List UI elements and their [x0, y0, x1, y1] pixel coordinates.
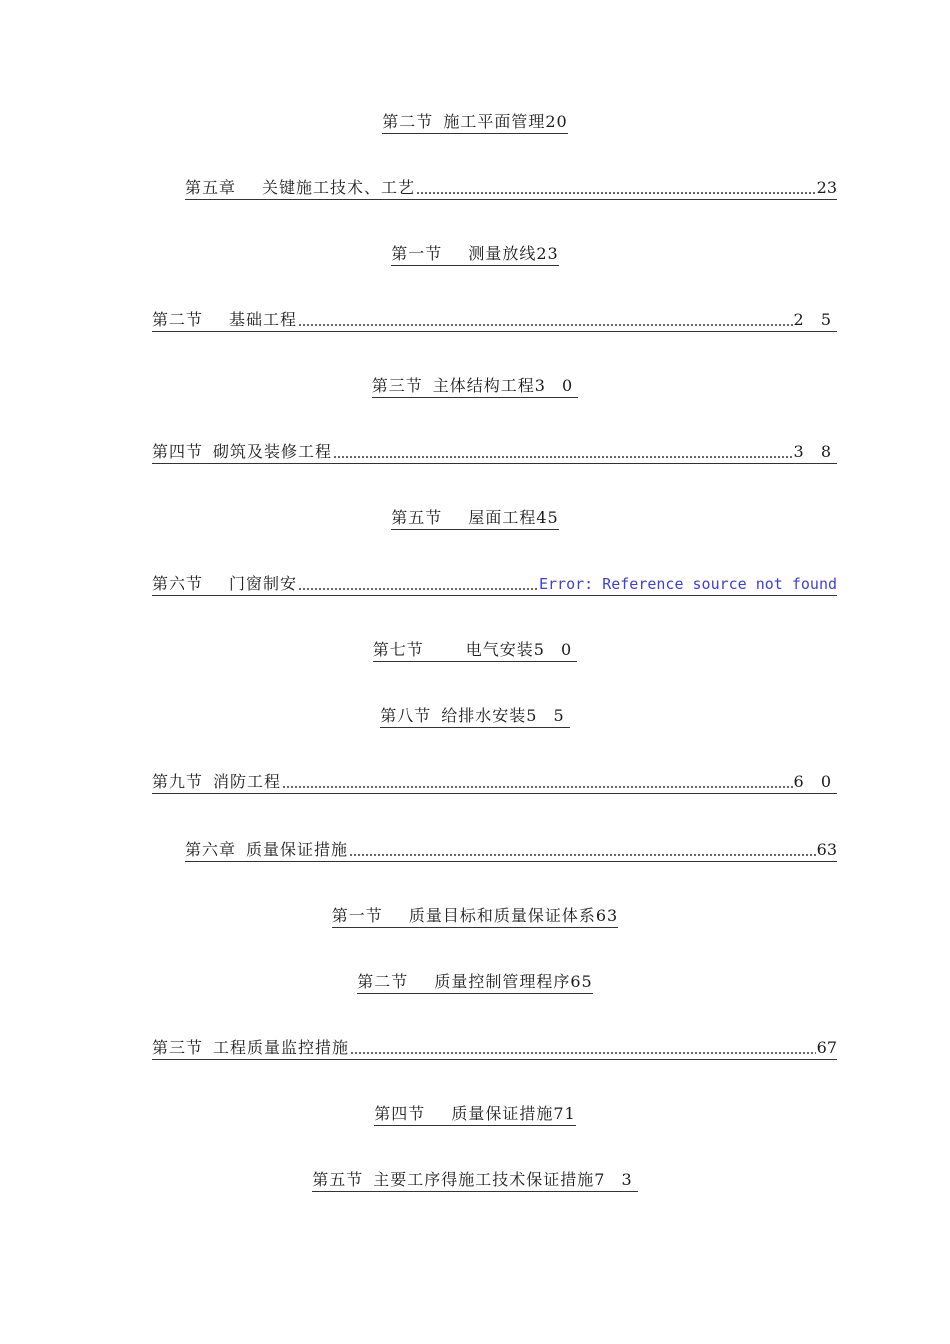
toc-section: 第一节	[391, 244, 443, 263]
dot-leader	[349, 854, 816, 856]
toc-page: 23	[816, 178, 837, 197]
toc-entry-link[interactable]	[357, 970, 592, 994]
toc-page: 67	[816, 1038, 837, 1057]
toc-title: 质量控制管理程序	[434, 972, 571, 991]
toc-entry[interactable]	[152, 308, 837, 332]
toc-entry[interactable]	[152, 1036, 837, 1060]
toc-entry-link[interactable]	[374, 1102, 575, 1126]
toc-entry[interactable]	[0, 374, 950, 398]
toc-page: 5 0	[533, 640, 578, 659]
dot-leader	[282, 786, 793, 788]
toc-page: 20	[545, 112, 568, 131]
dot-leader	[298, 324, 793, 326]
toc-entry[interactable]	[152, 770, 837, 794]
toc-entry-link[interactable]	[373, 638, 577, 662]
toc-entry-label	[152, 440, 332, 464]
dot-leader	[350, 1052, 816, 1054]
toc-entry-label	[152, 572, 297, 596]
toc-title: 主体结构工程	[432, 376, 535, 395]
toc-entry[interactable]	[0, 1102, 950, 1126]
toc-title: 测量放线	[468, 244, 537, 263]
toc-section: 第八节	[380, 706, 432, 725]
toc-entry-link[interactable]	[312, 1168, 637, 1192]
toc-entry-label	[185, 838, 348, 862]
toc-section: 第四节	[152, 442, 204, 461]
toc-section: 第一节	[331, 906, 383, 925]
toc-title: 关键施工技术、工艺	[262, 178, 416, 197]
toc-title: 质量目标和质量保证体系	[408, 906, 596, 925]
toc-section: 第五章	[185, 178, 237, 197]
toc-section: 第二节	[357, 972, 409, 991]
toc-section: 第二节	[152, 310, 204, 329]
toc-title: 给排水安装	[441, 706, 527, 725]
toc-entry[interactable]	[0, 970, 950, 994]
toc-entry-link[interactable]	[332, 904, 618, 928]
toc-entry[interactable]	[185, 176, 837, 200]
toc-page: 23	[536, 244, 559, 263]
toc-page: 6 0	[793, 772, 837, 791]
toc-entry-link[interactable]	[372, 374, 578, 398]
toc-entry-link[interactable]	[391, 242, 558, 266]
toc-title: 工程质量监控措施	[213, 1038, 350, 1057]
toc-section: 第五节	[312, 1170, 364, 1189]
toc-entry[interactable]	[152, 440, 837, 464]
toc-entry-label	[152, 308, 297, 332]
dot-leader	[298, 588, 538, 590]
toc-title: 屋面工程	[468, 508, 537, 527]
toc-title: 施工平面管理	[443, 112, 546, 131]
toc-entry-link[interactable]	[380, 704, 569, 728]
toc-entry-label	[152, 1036, 349, 1060]
toc-entry[interactable]	[185, 838, 837, 862]
toc-entry-label	[185, 176, 415, 200]
toc-section: 第七节	[372, 640, 424, 659]
toc-title: 主要工序得施工技术保证措施	[373, 1170, 595, 1189]
toc-section: 第五节	[391, 508, 443, 527]
toc-title: 门窗制安	[229, 574, 298, 593]
toc-title: 基础工程	[229, 310, 298, 329]
toc-section: 第三节	[371, 376, 423, 395]
toc-title: 质量保证措施	[451, 1104, 554, 1123]
toc-section: 第六章	[185, 840, 237, 859]
toc-page: 63	[816, 840, 837, 859]
toc-page: 7 3	[594, 1170, 638, 1189]
toc-entry[interactable]	[0, 638, 950, 662]
toc-page: 63	[595, 906, 619, 925]
toc-page: 71	[553, 1104, 576, 1123]
toc-entry-link[interactable]	[391, 506, 558, 530]
toc-page: 3 8	[793, 442, 837, 461]
dot-leader	[416, 192, 816, 194]
toc-section: 第四节	[374, 1104, 426, 1123]
toc-section: 第三节	[152, 1038, 204, 1057]
toc-section: 第二节	[382, 112, 434, 131]
toc-section: 第九节	[152, 772, 204, 791]
toc-title: 消防工程	[213, 772, 282, 791]
toc-entry[interactable]	[0, 110, 950, 134]
toc-page: 2 5	[793, 310, 837, 329]
toc-entry-link[interactable]	[382, 110, 567, 134]
dot-leader	[333, 456, 793, 458]
toc-title: 质量保证措施	[246, 840, 349, 859]
reference-error-text: Error: Reference source not found	[538, 575, 837, 593]
toc-page: 5 5	[526, 706, 570, 725]
toc-entry-label	[152, 770, 281, 794]
toc-entry[interactable]	[152, 572, 837, 596]
toc-entry[interactable]	[0, 904, 950, 928]
toc-title: 砌筑及装修工程	[213, 442, 333, 461]
toc-entry[interactable]	[0, 1168, 950, 1192]
toc-title: 电气安装	[465, 640, 534, 659]
toc-page: 45	[536, 508, 559, 527]
toc-entry[interactable]	[0, 242, 950, 266]
toc-page: 3 0	[534, 376, 579, 395]
toc-section: 第六节	[152, 574, 204, 593]
toc-entry[interactable]	[0, 506, 950, 530]
toc-page: 65	[570, 972, 593, 991]
toc-entry[interactable]	[0, 704, 950, 728]
